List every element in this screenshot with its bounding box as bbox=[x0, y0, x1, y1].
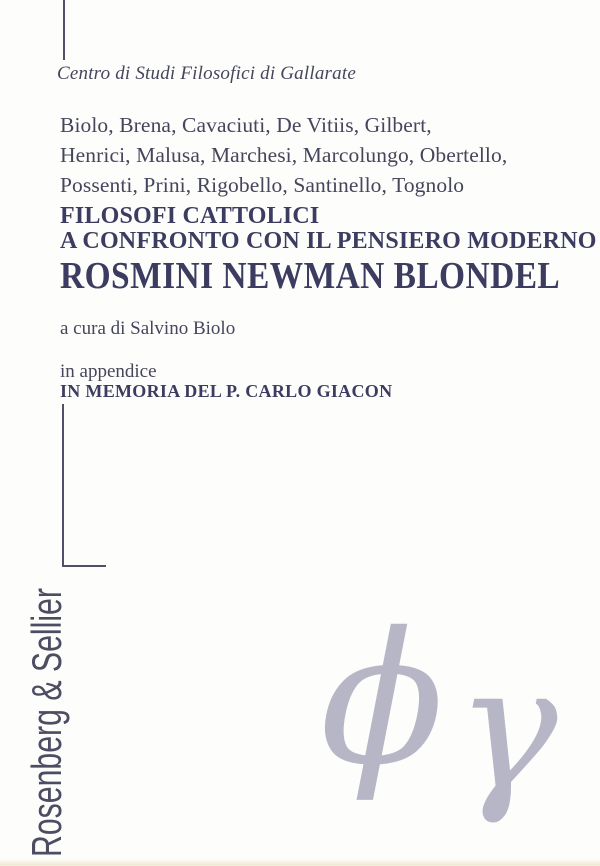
scan-bottom-edge bbox=[0, 859, 600, 866]
mid-vertical-rule bbox=[62, 404, 64, 567]
gamma-glyph: γ bbox=[456, 630, 558, 828]
publisher-name-vertical bbox=[24, 573, 72, 857]
author-list bbox=[60, 110, 507, 200]
curator-line: a cura di Salvino Biolo bbox=[60, 318, 236, 339]
subtitle-line-2: A CONFRONTO CON IL PENSIERO MODERNO bbox=[60, 228, 597, 254]
author-list-line: Possenti, Prini, Rigobello, Santinello, Tognolo bbox=[60, 173, 465, 197]
top-vertical-rule bbox=[63, 0, 65, 60]
author-list-line: Biolo, Brena, Cavaciuti, De Vitiis, Gilbert, bbox=[60, 113, 432, 137]
imprint-series-name: Centro di Studi Filosofici di Gallarate bbox=[57, 63, 356, 84]
appendix-intro: in appendice bbox=[60, 361, 157, 382]
publisher-name-label: Rosenberg & Sellier bbox=[23, 588, 70, 857]
appendix-block bbox=[60, 361, 392, 401]
appendix-title: IN MEMORIA DEL P. CARLO GIACON bbox=[60, 381, 393, 401]
author-list-line: Henrici, Malusa, Marchesi, Marcolungo, Obertello, bbox=[60, 143, 508, 167]
mid-rule-foot bbox=[62, 565, 106, 567]
phi-gamma-colophon bbox=[320, 593, 558, 828]
main-title: ROSMINI NEWMAN BLONDEL bbox=[60, 255, 561, 297]
title-block bbox=[60, 204, 600, 297]
phi-glyph: ϕ bbox=[320, 593, 445, 805]
subtitle-line-1: FILOSOFI CATTOLICI bbox=[60, 203, 320, 229]
